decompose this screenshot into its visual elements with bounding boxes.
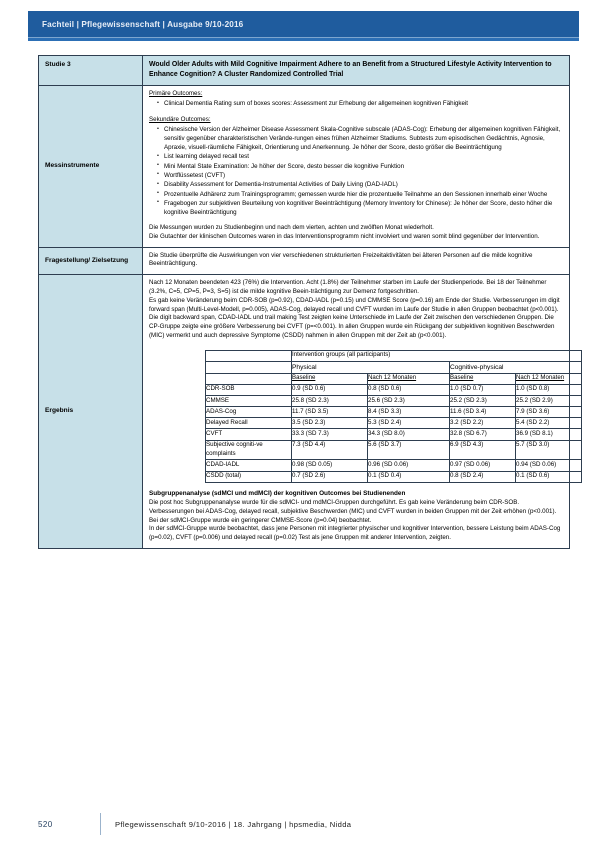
results-column-headers-row xyxy=(206,373,582,384)
footer-divider xyxy=(100,813,101,835)
row-label-messinstrumente: Messinstrumente xyxy=(39,85,143,247)
results-group-title-row xyxy=(206,350,582,361)
list-item: • Prozentuelle Adhärenz zum Trainingsprogramm; gemessen wurde hier die prozentuelle Teilnahme an den Sessionen innerhalb einer Woche xyxy=(158,191,564,200)
results-cell: 1.0 (SD 0.7) xyxy=(450,384,516,395)
results-cell: 25.6 (SD 2.3) xyxy=(368,395,450,406)
results-row-label: CDAD-IADL xyxy=(206,460,292,471)
list-item: • Clinical Dementia Rating sum of boxes scores: Assessment zur Erhebung der allgemeinen kognitiven Fähigkeit xyxy=(158,100,564,109)
table-row-messinstrumente xyxy=(39,85,570,247)
secondary-outcomes-list xyxy=(149,126,564,217)
table-row xyxy=(206,471,582,482)
results-table xyxy=(205,350,582,483)
results-row-label: ADAS-Cog xyxy=(206,406,292,417)
ergebnis-paragraph: Die post hoc Subgruppenanalyse wurde für die sdMCI- und mdMCI-Gruppen durchgeführt. Es gab keine Veränderung beim CDR-SOB. Verbesserungen bei ADAS-Cog, delayed recall, subjektive Beschwerden (MIC) und CVFT wurden in beiden Gruppen mit der Zeit erhöhen (p<0.001). Bei der sdMCI-Gruppe wurde ein geringerer CMMSE-Score (p=0.04) beobachtet. xyxy=(149,498,557,524)
results-table-wrapper xyxy=(205,350,564,483)
page-header-band xyxy=(28,11,579,37)
table-row-study-title xyxy=(39,56,570,86)
list-item: • Disability Assessment for Dementia-Instrumental Activities of Daily Living (DAD-IADL) xyxy=(158,181,564,190)
results-cell: 25.8 (SD 2.3) xyxy=(292,395,368,406)
list-item: • Chinesische Version der Alzheimer Disease Assessment Skala-Cognitive subscale (ADAS-Cog): Erhebung der allgemeinen kognitiven Fähigkeit, sensitiv gegenüber charakteristischen Verände-rungen eines frühen Alzheimer Stadiums. Subtests zum episodischen Gedächtnis, Agnosie, Apraxie, visuell-räumliche Fähigkeit, Orientierung und Anerkennung. Je höher der Score, desto größer die Beeinträchtigung xyxy=(158,126,564,152)
row-label-fragestellung: Fragestellung/ Zielsetzung xyxy=(39,247,143,275)
fragestellung-content xyxy=(143,247,570,275)
ergebnis-paragraph: Nach 12 Monaten beendeten 423 (76%) die Intervention. Acht (1.8%) der Teilnehmer starben im Laufe der Studienperiode. Bei 18 der Teilnehmer (3.2%, C=5, CP=5, P=3, S=5) ist die milde kognitive Beein-trächtigung zur Demenz fortgeschritten. xyxy=(149,279,547,295)
results-group-name-cognitive-physical: Cognitive-physical xyxy=(450,361,582,373)
results-col-header: Baseline xyxy=(450,373,516,384)
ergebnis-paragraph: Es gab keine Veränderung beim CDR-SOB (p=0.92), CDAD-IADL (p=0.15) und CMMSE Score (p=0.16) am Ende der Studie. Verbesserungen im digit forward span (Multi-Level-Modell, p=0.005), ADAS-Cog, delayed recall und CVFT wurden im Laufe der Studie in allen Gruppen beobachtet (p<0.001). Die digit backward span, CDAD-IADL und trail making Test zeigten keine Unterschiede im Laufe der Zeit zwischen den verschiedenen Gruppen. Die CP-Gruppe zeigte eine größere Verbesserung bei CVFT (p=<0.001). In allen Gruppen wurde ein Rückgang der subjektiven kognitiven Beschwerden (MIC) vermerkt und auch depressive Symptome (CSDD) nahmen in allen Gruppen mit der Zeit ab (p<0.001). xyxy=(149,296,560,339)
results-cell: 0.9 (SD 0.6) xyxy=(292,384,368,395)
results-row-label: CMMSE xyxy=(206,395,292,406)
table-row xyxy=(206,406,582,417)
list-item: • Wortflüssetest (CVFT) xyxy=(158,172,564,181)
results-cell: 5.7 (SD 3.0) xyxy=(516,440,582,460)
results-cell: 5.6 (SD 3.7) xyxy=(368,440,450,460)
secondary-outcomes-heading: Sekundäre Outcomes: xyxy=(149,115,211,123)
results-cell: 0.98 (SD 0.05) xyxy=(292,460,368,471)
spacer-cell xyxy=(206,350,292,361)
results-cell: 0.96 (SD 0.06) xyxy=(368,460,450,471)
results-cell: 0.94 (SD 0.06) xyxy=(516,460,582,471)
results-cell: 34.3 (SD 8.0) xyxy=(368,429,450,440)
messinstrumente-content xyxy=(143,85,570,247)
results-group-name-physical: Physical xyxy=(292,361,450,373)
footer-page-number: 520 xyxy=(38,819,53,829)
row-label-studie: Studie 3 xyxy=(39,56,143,86)
table-row xyxy=(206,429,582,440)
table-row-ergebnis xyxy=(39,275,570,549)
table-row xyxy=(206,395,582,406)
results-row-label: Delayed Recall xyxy=(206,418,292,429)
results-cell: 25.2 (SD 2.3) xyxy=(450,395,516,406)
results-cell: 33.3 (SD 7.3) xyxy=(292,429,368,440)
results-cell: 7.9 (SD 3.6) xyxy=(516,406,582,417)
results-cell: 1.0 (SD 0.8) xyxy=(516,384,582,395)
table-row xyxy=(206,418,582,429)
results-cell: 6.9 (SD 4.3) xyxy=(450,440,516,460)
header-rule xyxy=(28,37,579,41)
results-cell: 36.9 (SD 8.1) xyxy=(516,429,582,440)
results-cell: 11.7 (SD 3.5) xyxy=(292,406,368,417)
results-cell: 0.8 (SD 0.6) xyxy=(368,384,450,395)
results-cell: 0.97 (SD 0.06) xyxy=(450,460,516,471)
table-row xyxy=(206,460,582,471)
results-cell: 11.6 (SD 3.4) xyxy=(450,406,516,417)
results-col-header: Baseline xyxy=(292,373,368,384)
results-cell: 25.2 (SD 2.9) xyxy=(516,395,582,406)
spacer-cell xyxy=(206,361,292,373)
list-item: • List learning delayed recall test xyxy=(158,153,564,162)
messinstrumente-paragraph: Die Messungen wurden zu Studienbeginn und nach dem vierten, achten und zwölften Monat wiederholt. xyxy=(149,223,434,231)
subgroup-analysis-heading: Subgruppenanalyse (sdMCI und mdMCI) der kognitiven Outcomes bei Studienenden xyxy=(149,489,406,497)
spacer-cell xyxy=(206,373,292,384)
footer-citation: Pflegewissenschaft 9/10-2016 | 18. Jahrgang | hpsmedia, Nidda xyxy=(115,819,352,829)
results-row-label: CVFT xyxy=(206,429,292,440)
results-group-names-row xyxy=(206,361,582,373)
header-breadcrumb: Fachteil | Pflegewissenschaft | Ausgabe 9/10-2016 xyxy=(28,20,243,29)
page-footer xyxy=(38,813,570,835)
results-col-header: Nach 12 Monaten xyxy=(516,373,582,384)
list-item: • Fragebogen zur subjektiven Beurteilung von kognitiver Beeinträchtigung (Memory Inventory for Chinese): Je höher der Score, desto höher die kognitive Beeinträchtigung xyxy=(158,200,564,218)
study-title: Would Older Adults with Mild Cognitive Impairment Adhere to an Benefit from a Structured Lifestyle Activity Intervention to Enhance Cognition? A Cluster Randomized Controlled Trial xyxy=(143,56,570,86)
results-cell: 3.5 (SD 2.3) xyxy=(292,418,368,429)
results-row-label: Subjective cogniti-ve complaints xyxy=(206,440,292,460)
ergebnis-paragraph: In der sdMCI-Gruppe wurde beobachtet, dass jene Personen mit integrierter physischer und kognitiver Intervention, bessere Leistung beim ADAS-Cog (p=0.02), CVFT (p=0.006) und delayed recall (p=0.02) Test als jene Gruppen mit anderer Intervention, zeigten. xyxy=(149,525,561,542)
results-cell: 8.4 (SD 3.3) xyxy=(368,406,450,417)
table-row-fragestellung xyxy=(39,247,570,275)
results-cell: 0.7 (SD 2.6) xyxy=(292,471,368,482)
results-cell: 0.8 (SD 2.4) xyxy=(450,471,516,482)
results-col-header: Nach 12 Monaten xyxy=(368,373,450,384)
results-cell: 7.3 (SD 4.4) xyxy=(292,440,368,460)
results-cell: 5.4 (SD 2.2) xyxy=(516,418,582,429)
results-cell: 0.1 (SD 0.6) xyxy=(516,471,582,482)
fragestellung-paragraph: Die Studie überprüfte die Auswirkungen von vier verschiedenen strukturierten Freizeitaktivitäten bei älteren Personen auf die milde kognitive Beeinträchtigung. xyxy=(149,251,533,268)
row-label-ergebnis: Ergebnis xyxy=(39,275,143,549)
results-cell: 32.8 (SD 6.7) xyxy=(450,429,516,440)
messinstrumente-paragraph: Die Gutachter der klinischen Outcomes waren in das Interventionsprogramm nicht involviert und waren somit blind gegenüber der Intervention. xyxy=(149,232,540,240)
ergebnis-content xyxy=(143,275,570,549)
primary-outcomes-list xyxy=(149,100,564,109)
results-row-label: CDR-SOB xyxy=(206,384,292,395)
table-row xyxy=(206,384,582,395)
list-item: • Mini Mental State Examination: Je höher der Score, desto besser die kognitive Funktion xyxy=(158,163,564,172)
study-table xyxy=(38,55,570,549)
results-row-label: CSDD (total) xyxy=(206,471,292,482)
primary-outcomes-heading: Primäre Outcomes: xyxy=(149,89,203,97)
results-cell: 5.3 (SD 2.4) xyxy=(368,418,450,429)
table-row xyxy=(206,440,582,460)
results-cell: 0.1 (SD 0.4) xyxy=(368,471,450,482)
results-group-title: Intervention groups (all participants) xyxy=(292,350,582,361)
results-cell: 3.2 (SD 2.2) xyxy=(450,418,516,429)
